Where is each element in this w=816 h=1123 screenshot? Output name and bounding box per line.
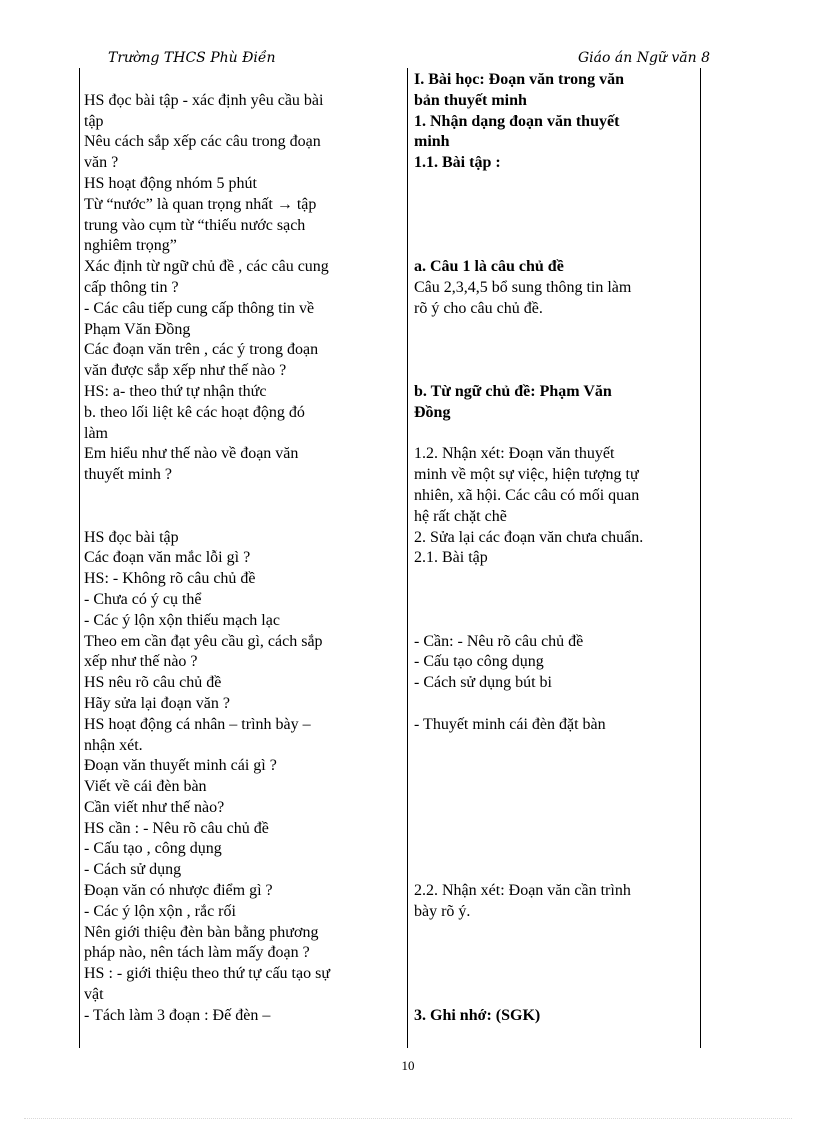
right-text-line: 1.1. Bài tập : [414,154,501,172]
right-text-line: bày rõ ý. [414,902,471,920]
right-text-line [414,985,694,1006]
right-text-line [414,424,694,445]
right-text-line [414,860,694,881]
right-text-line: - Cách sử dụng bút bi [414,674,552,692]
right-text-line: bản thuyết minh [414,91,527,109]
left-text-line: Em hiểu như thế nào về đoạn văn [84,445,299,463]
right-text-line [414,361,694,382]
right-text-line: 2.2. Nhận xét: Đoạn văn cần trình [414,882,631,900]
right-text-line: 2.1. Bài tập [414,549,488,567]
right-text-line: I. Bài học: Đoạn văn trong văn [414,71,624,88]
left-text-line: văn được sắp xếp như thế nào ? [84,362,287,380]
right-text-line [414,777,694,798]
right-text-line: - Cấu tạo công dụng [414,653,544,671]
right-text-line: rõ ý cho câu chủ đề. [414,299,543,317]
left-text-line: - Các câu tiếp cung cấp thông tin về [84,299,315,317]
left-text-line: Nêu cách sắp xếp các câu trong đoạn [84,133,321,151]
header-subject: Giáo án Ngữ văn 8 [578,50,711,66]
right-text-line [414,839,694,860]
right-text-line [414,236,694,257]
right-text-line: - Thuyết minh cái đèn đặt bàn [414,715,606,733]
left-text-line: - Tách làm 3 đoạn : Đế đèn – [84,1006,271,1024]
left-text-line: Viết về cái đèn bàn [84,778,207,796]
right-text-line: 1.2. Nhận xét: Đoạn văn thuyết [414,445,615,463]
right-text-line: 1. Nhận dạng đoạn văn thuyết [414,112,620,130]
left-text-line: HS đọc bài tập - xác định yêu cầu bài [84,91,324,109]
left-text-line [84,70,402,91]
lesson-content-column [414,70,694,1027]
left-text-line: Xác định từ ngữ chủ đề , các câu cung [84,258,329,276]
left-text-line: - Cách sử dụng [84,861,182,879]
left-text-line: HS hoạt động cá nhân – trình bày – [84,715,311,733]
left-text-line: cấp thông tin ? [84,278,179,296]
left-text-line: Phạm Văn Đồng [84,320,191,338]
right-text-line [414,943,694,964]
right-text-line: Câu 2,3,4,5 bổ sung thông tin làm [414,278,632,296]
left-text-line [84,507,402,528]
left-text-line: Nên giới thiệu đèn bàn bằng phương [84,923,319,941]
table-border-middle [407,68,408,1048]
page-number: 10 [401,1058,415,1073]
right-text-line [414,340,694,361]
right-text-line [414,756,694,777]
left-text-line: tập [84,112,104,130]
right-text-line [414,611,694,632]
left-text-line: làm [84,424,108,442]
left-text-line: Các đoạn văn trên , các ý trong đoạn [84,341,319,359]
right-text-line [414,174,694,195]
table-border-left [79,68,80,1048]
left-text-line: nghiêm trọng” [84,237,177,255]
left-text-line: Từ “nước” là quan trọng nhất → tập [84,195,317,213]
right-text-line: - Cần: - Nêu rõ câu chủ đề [414,632,584,650]
left-text-line [84,486,402,507]
right-text-line [414,320,694,341]
left-text-line: HS cần : - Nêu rõ câu chủ đề [84,819,269,837]
left-text-line: HS : - giới thiệu theo thứ tự cấu tạo sự [84,965,330,983]
right-text-line [414,694,694,715]
left-text-line: HS đọc bài tập [84,528,179,546]
right-text-line [414,798,694,819]
table-border-right [700,68,701,1048]
left-text-line: pháp nào, nên tách làm mấy đoạn ? [84,944,310,962]
right-text-line [414,964,694,985]
right-text-line [414,569,694,590]
footer-divider [24,1118,792,1119]
right-text-line: 3. Ghi nhớ: (SGK) [414,1006,541,1024]
left-text-line: Theo em cần đạt yêu cầu gì, cách sắp [84,632,323,650]
left-text-line: - Chưa có ý cụ thể [84,590,202,608]
right-text-line [414,216,694,237]
left-text-line: HS: a- theo thứ tự nhận thức [84,382,267,400]
left-text-line: HS nêu rõ câu chủ đề [84,674,222,692]
right-text-line [414,195,694,216]
left-text-line: - Cấu tạo , công dụng [84,840,222,858]
right-text-line [414,819,694,840]
right-text-line [414,923,694,944]
left-text-line: HS hoạt động nhóm 5 phút [84,174,257,192]
left-text-line: thuyết minh ? [84,466,172,484]
left-text-line: Đoạn văn thuyết minh cái gì ? [84,757,277,775]
teacher-activity-column [84,70,402,1027]
right-text-line: minh về một sự việc, hiện tượng tự [414,466,639,484]
left-text-line: - Các ý lộn xộn thiếu mạch lạc [84,611,280,629]
left-text-line: xếp như thế nào ? [84,653,198,671]
left-text-line: HS: - Không rõ câu chủ đề [84,570,256,588]
left-text-line: - Các ý lộn xộn , rắc rối [84,902,236,920]
right-text-line: minh [414,133,450,151]
left-text-line: vật [84,986,104,1004]
right-text-line [414,590,694,611]
left-text-line: nhận xét. [84,736,143,754]
right-text-line [414,736,694,757]
left-text-line: Đoạn văn có nhược điểm gì ? [84,882,273,900]
right-text-line: nhiên, xã hội. Các câu có mối quan [414,486,640,504]
left-text-line: b. theo lối liệt kê các hoạt động đó [84,403,305,421]
header-school: Trường THCS Phù Điền [108,50,276,66]
right-text-line: hệ rất chặt chẽ [414,507,507,525]
left-text-line: Hãy sửa lại đoạn văn ? [84,694,230,712]
left-text-line: văn ? [84,154,119,172]
right-text-line: a. Câu 1 là câu chủ đề [414,258,564,276]
right-text-line: 2. Sửa lại các đoạn văn chưa chuẩn. [414,528,644,546]
left-text-line: Cần viết như thế nào? [84,798,225,816]
right-text-line: b. Từ ngữ chủ đề: Phạm Văn [414,382,612,400]
right-text-line: Đồng [414,403,451,421]
left-text-line: trung vào cụm từ “thiếu nước sạch [84,216,306,234]
left-text-line: Các đoạn văn mắc lỗi gì ? [84,549,251,567]
